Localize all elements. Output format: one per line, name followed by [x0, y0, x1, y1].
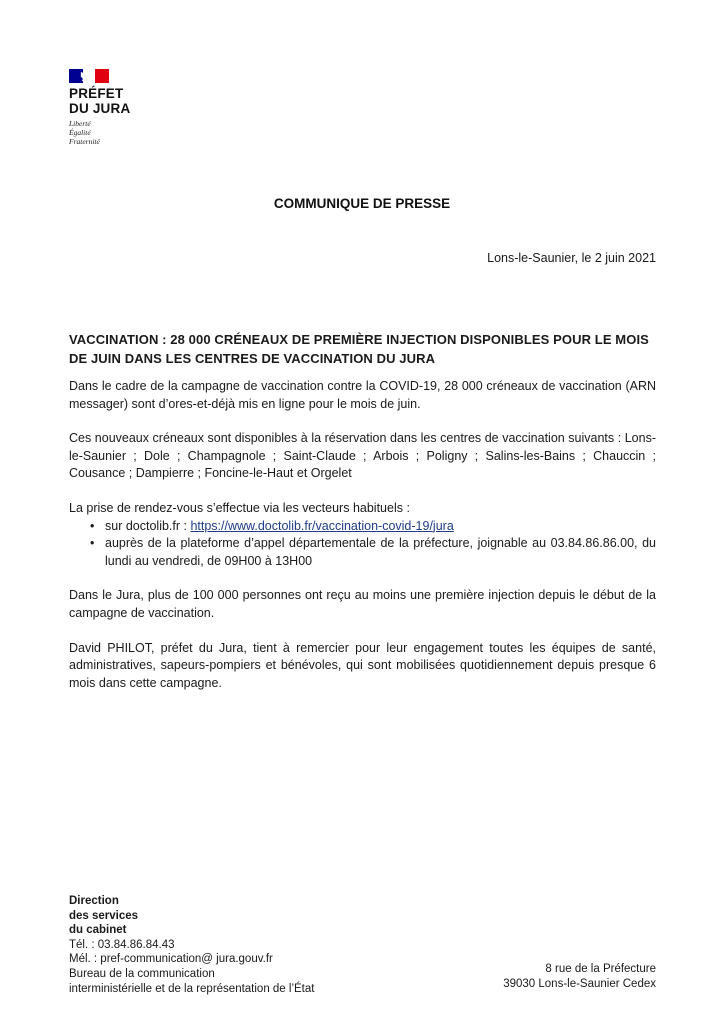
- list-item: [69, 535, 656, 570]
- list-item: [69, 518, 656, 536]
- paragraph-3: La prise de rendez-vous s’effectue via les vecteurs habituels :: [69, 500, 410, 515]
- prefecture-logo: [69, 69, 130, 146]
- doctolib-link[interactable]: https://www.doctolib.fr/vaccination-covid-19/jura: [190, 518, 454, 533]
- footer-address: [503, 962, 656, 991]
- logo-title-line1: PRÉFET: [69, 86, 124, 101]
- release-date: Lons-le-Saunier, le 2 juin 2021: [487, 251, 656, 265]
- press-release-title: COMMUNIQUE DE PRESSE: [273, 196, 451, 211]
- footer-contact: [69, 894, 314, 996]
- headline: VACCINATION : 28 000 CRÉNEAUX DE PREMIÈRE INJECTION DISPONIBLES POUR LE MOIS DE JUIN DANS LES CENTRES DE VACCINATION DU JURA: [69, 332, 649, 366]
- release-body: [69, 330, 656, 709]
- republic-motto: [69, 119, 130, 146]
- bullet-icon: •: [90, 536, 95, 551]
- paragraph-2: Ces nouveaux créneaux sont disponibles à la réservation dans les centres de vaccination suivants : Lons-le-Saunier ; Dole ; Champagnole ; Saint-Claude ; Arbois ; Poligny ; Salins-les-Bains ; Chauccin ; Cousance ; Dampierre ; Foncine-le-Haut et Orgelet: [69, 431, 656, 481]
- footer-bureau-line1: Bureau de la communication: [69, 967, 215, 980]
- footer-tel: Tél. : 03.84.86.84.43: [69, 938, 175, 951]
- paragraph-5: David PHILOT, préfet du Jura, tient à remercier pour leur engagement toutes les équipes de santé, administratives, sapeurs-pompiers et bénévoles, qui sont mobilisées quotidiennement depuis presque 6 mois dans cette campagne.: [69, 640, 656, 690]
- paragraph-1: Dans le cadre de la campagne de vaccination contre la COVID-19, 28 000 créneaux de vaccination (ARN messager) sont d’ores-et-déjà mis en ligne pour le mois de juin.: [69, 379, 656, 411]
- footer-bureau-line2: interministérielle et de la représentation de l’État: [69, 982, 315, 995]
- footer-dept-line3: du cabinet: [69, 924, 127, 937]
- footer-mel: Mél. : pref-communication@ jura.gouv.fr: [69, 953, 273, 966]
- booking-channels-list: [69, 518, 656, 571]
- doctolib-prefix: sur doctolib.fr :: [105, 518, 191, 533]
- list-item-text: [89, 518, 656, 536]
- footer-address-line2: 39030 Lons-le-Saunier Cedex: [503, 977, 656, 990]
- footer-dept-line1: Direction: [69, 895, 119, 907]
- footer-dept-line2: des services: [69, 909, 139, 922]
- logo-title: [69, 86, 130, 116]
- bullet-icon: •: [90, 518, 95, 533]
- marianne-flag-icon: [69, 69, 109, 83]
- motto-line2: Égalité: [69, 128, 91, 137]
- motto-line1: Liberté: [69, 119, 91, 128]
- footer-address-line1: 8 rue de la Préfecture: [545, 963, 656, 975]
- paragraph-4: Dans le Jura, plus de 100 000 personnes ont reçu au moins une première injection depuis le début de la campagne de vaccination.: [69, 588, 656, 620]
- list-item-text: auprès de la plateforme d’appel départementale de la préfecture, joignable au 03.84.86.86.00, du lundi au vendredi, de 09H00 à 13H00: [105, 536, 656, 568]
- motto-line3: Fraternité: [69, 137, 100, 146]
- logo-title-line2: DU JURA: [69, 101, 131, 116]
